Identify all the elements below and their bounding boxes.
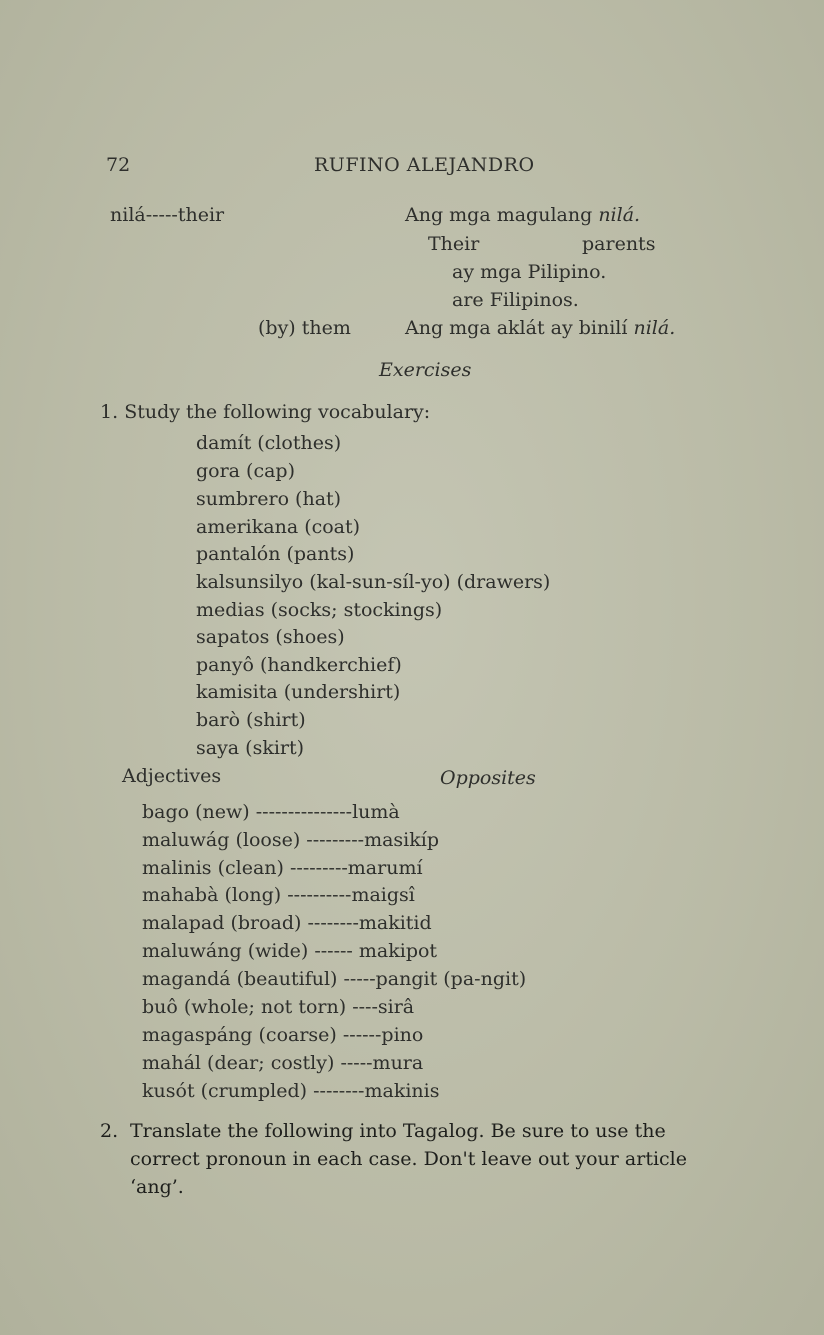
pronoun-line xyxy=(110,206,224,225)
exercise2 xyxy=(100,1117,790,1201)
leader-dashes: ----- xyxy=(340,1052,373,1074)
leader-dashes: --------------- xyxy=(255,801,353,823)
sentence1-english-parents: parents xyxy=(582,233,656,255)
exercise2-text-line3: ‘ang’. xyxy=(130,1176,184,1198)
opposite: makitid xyxy=(358,912,432,934)
opposite: lumà xyxy=(352,801,400,823)
vocab-item: kalsunsilyo (kal-sun-síl-yo) (drawers) xyxy=(196,571,551,593)
adjective-pair xyxy=(142,1052,423,1074)
sentence2-text: Ang mga aklát ay binilí xyxy=(405,317,628,339)
adjective-pair xyxy=(142,1080,439,1102)
vocab-item: kamisita (undershirt) xyxy=(196,681,401,703)
sentence2-pronoun: nilá. xyxy=(633,317,676,339)
leader-dashes: ------ xyxy=(314,940,353,962)
adjective: magaspáng (coarse) xyxy=(142,1024,337,1046)
opposite: makipot xyxy=(358,940,438,962)
vocab-item: pantalón (pants) xyxy=(196,543,355,565)
vocab-item: barò (shirt) xyxy=(196,709,306,731)
opposite: masikíp xyxy=(364,829,439,851)
leader-dashes: ---------- xyxy=(287,884,352,906)
adjective: magandá (beautiful) xyxy=(142,968,338,990)
sentence1-tagalog-cont: ay mga Pilipino. xyxy=(452,261,607,283)
adjective: mahabà (long) xyxy=(142,884,282,906)
sentence1-pronoun: nilá. xyxy=(598,204,641,226)
adjective-pair xyxy=(142,912,432,934)
vocab-item: damít (clothes) xyxy=(196,432,342,454)
vocab-item: saya (skirt) xyxy=(196,737,305,759)
leader-dashes: ----- xyxy=(343,968,376,990)
leader-dashes: ---- xyxy=(352,996,378,1018)
opposite: mura xyxy=(372,1052,424,1074)
adjective-pair xyxy=(142,940,437,962)
vocab-item: medias (socks; stockings) xyxy=(196,599,443,621)
running-title: RUFINO ALEJANDRO xyxy=(314,154,535,176)
adjective: maluwáng (wide) xyxy=(142,940,309,962)
sentence1-tagalog xyxy=(405,206,640,225)
adjective-pair xyxy=(142,968,526,990)
vocab-item: sapatos (shoes) xyxy=(196,626,345,648)
opposite: sirâ xyxy=(377,996,415,1018)
adjectives-header: Adjectives xyxy=(122,765,222,787)
adjective: kusót (crumpled) xyxy=(142,1080,308,1102)
adjective-pair xyxy=(142,1024,423,1046)
exercise1-number: 1. xyxy=(100,401,119,423)
exercises-heading: Exercises xyxy=(379,359,472,381)
leader-dashes: --------- xyxy=(306,829,365,851)
vocab-item: amerikana (coat) xyxy=(196,516,361,538)
pronoun-word: nilá xyxy=(110,204,146,226)
adjective: malinis (clean) xyxy=(142,857,284,879)
pronoun-meaning: their xyxy=(177,204,225,226)
exercise1-instruction-line xyxy=(100,403,430,422)
sentence1-tagalog-text: Ang mga magulang xyxy=(405,204,593,226)
sentence1-english-their: Their xyxy=(428,233,480,255)
opposite: maigsî xyxy=(351,884,415,906)
vocab-item: sumbrero (hat) xyxy=(196,488,342,510)
vocab-item: gora (cap) xyxy=(196,460,296,482)
sentence2-tagalog xyxy=(405,319,675,338)
opposite: makinis xyxy=(364,1080,440,1102)
leader-dashes: ------ xyxy=(342,1024,382,1046)
adjective: buô (whole; not torn) xyxy=(142,996,347,1018)
leader-dashes: -------- xyxy=(313,1080,365,1102)
leader-dashes: -------- xyxy=(307,912,359,934)
pronoun-dashes: ----- xyxy=(145,204,178,226)
opposite: pino xyxy=(381,1024,424,1046)
exercise2-number: 2. xyxy=(100,1120,119,1142)
exercise2-text-line2: correct pronoun in each case. Don't leave out your article xyxy=(130,1148,688,1170)
exercise1-instruction: Study the following vocabulary: xyxy=(124,401,431,423)
pronoun-meaning-2: (by) them xyxy=(258,317,351,339)
page-number: 72 xyxy=(106,154,131,176)
adjective-pair xyxy=(142,801,400,823)
adjective: malapad (broad) xyxy=(142,912,302,934)
opposites-header: Opposites xyxy=(440,767,536,789)
leader-dashes: --------- xyxy=(290,857,348,879)
adjective: mahál (dear; costly) xyxy=(142,1052,335,1074)
adjective-pair xyxy=(142,829,439,851)
opposite: marumí xyxy=(347,857,423,879)
adjective: maluwág (loose) xyxy=(142,829,301,851)
adjective: bago (new) xyxy=(142,801,250,823)
exercise2-text-line1: Translate the following into Tagalog. Be sure to use the xyxy=(130,1120,666,1142)
opposite: pangit (pa-ngit) xyxy=(375,968,527,990)
vocab-item: panyô (handkerchief) xyxy=(196,654,402,676)
exercise2-line1 xyxy=(100,1117,790,1145)
adjective-pair xyxy=(142,996,414,1018)
adjective-pair xyxy=(142,857,423,879)
adjective-pair xyxy=(142,884,415,906)
sentence1-english-cont: are Filipinos. xyxy=(452,289,579,311)
